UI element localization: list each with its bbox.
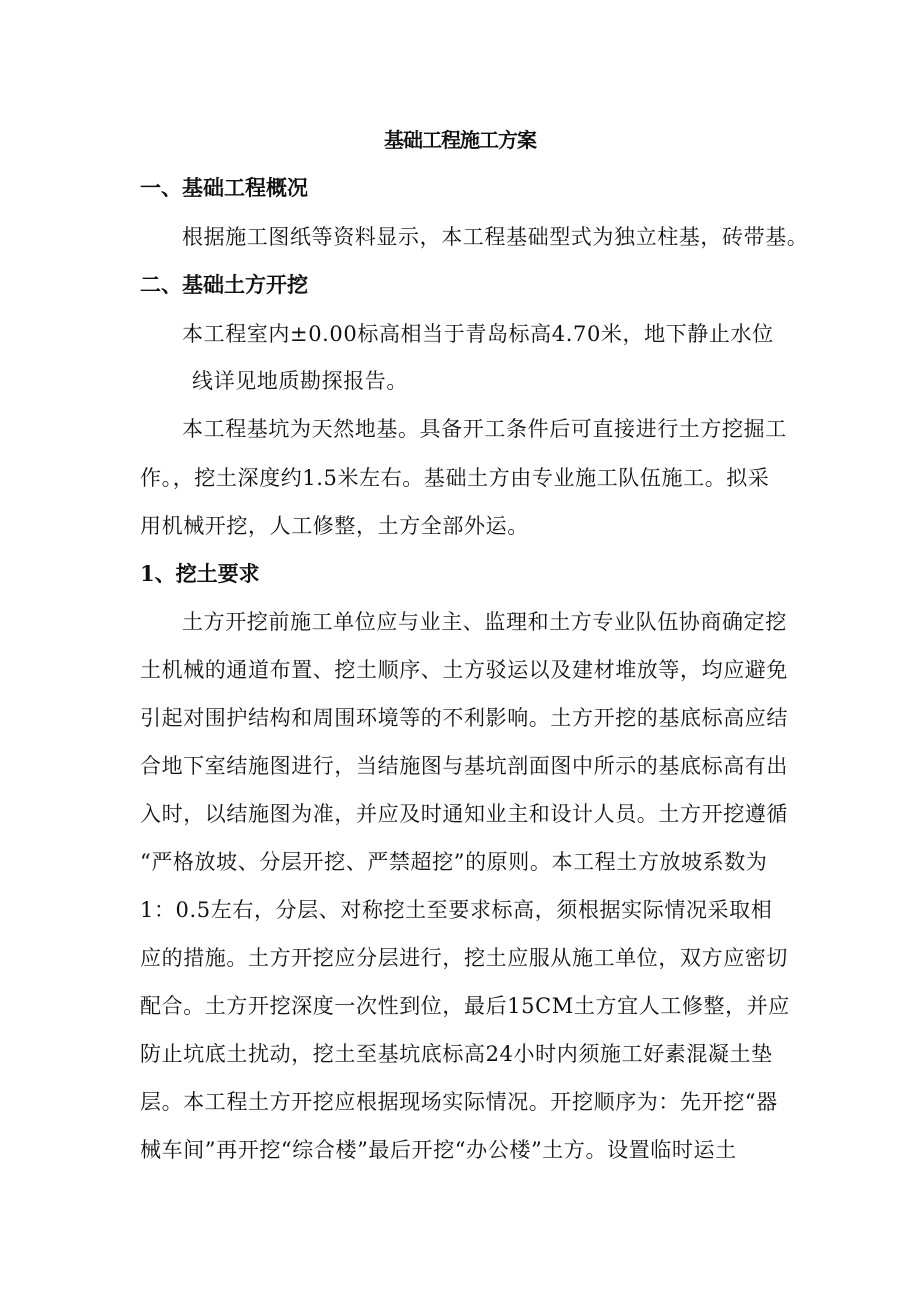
section-heading-excavation: 二、基础土方开挖 [140, 272, 308, 297]
paragraph-line: 本工程基坑为天然地基。具备开工条件后可直接进行土方挖掘工 [182, 417, 787, 441]
paragraph-line: 引起对围护结构和周围环境等的不利影响。土方开挖的基底标高应结 [140, 706, 788, 730]
paragraph-line: 根据施工图纸等资料显示，本工程基础型式为独立柱基，砖带基。 [182, 225, 809, 249]
paragraph-line: 本工程室内±0.00标高相当于青岛标高4.70米，地下静止水位 [182, 322, 774, 346]
paragraph-line: 合地下室结施图进行，当结施图与基坑剖面图中所示的基底标高有出 [140, 754, 788, 778]
section-heading-overview: 一、基础工程概况 [140, 175, 308, 200]
paragraph-line: 入时，以结施图为准，并应及时通知业主和设计人员。土方开挖遵循 [140, 802, 788, 826]
paragraph-line: 配合。土方开挖深度一次性到位，最后15CM土方宜人工修整，并应 [140, 994, 790, 1018]
paragraph-line: 土机械的通道布置、挖土顺序、土方驳运以及建材堆放等，均应避免 [140, 658, 788, 682]
paragraph-line: 防止坑底土扰动，挖土至基坑底标高24小时内须施工好素混凝土垫 [140, 1042, 773, 1066]
paragraph-line: 线详见地质勘探报告。 [192, 369, 408, 393]
document-title: 基础工程施工方案 [384, 128, 536, 152]
paragraph-line: 1：0.5左右，分层、对称挖土至要求标高，须根据实际情况采取相 [140, 898, 773, 922]
paragraph-line: 械车间”再开挖“综合楼”最后开挖“办公楼”土方。设置临时运土 [140, 1138, 737, 1162]
paragraph-line: 层。本工程土方开挖应根据现场实际情况。开挖顺序为：先开挖“器 [140, 1090, 778, 1114]
paragraph-line: 应的措施。土方开挖应分层进行，挖土应服从施工单位，双方应密切 [140, 946, 788, 970]
section-heading-requirements: 1、挖土要求 [140, 561, 260, 586]
paragraph-line: 土方开挖前施工单位应与业主、监理和土方专业队伍协商确定挖 [182, 610, 787, 634]
paragraph-line: “严格放坡、分层开挖、严禁超挖”的原则。本工程土方放坡系数为 [140, 850, 768, 874]
paragraph-line: 作。，挖土深度约1.5米左右。基础土方由专业施工队伍施工。拟采 [140, 466, 770, 490]
paragraph-line: 用机械开挖，人工修整，土方全部外运。 [140, 514, 529, 538]
